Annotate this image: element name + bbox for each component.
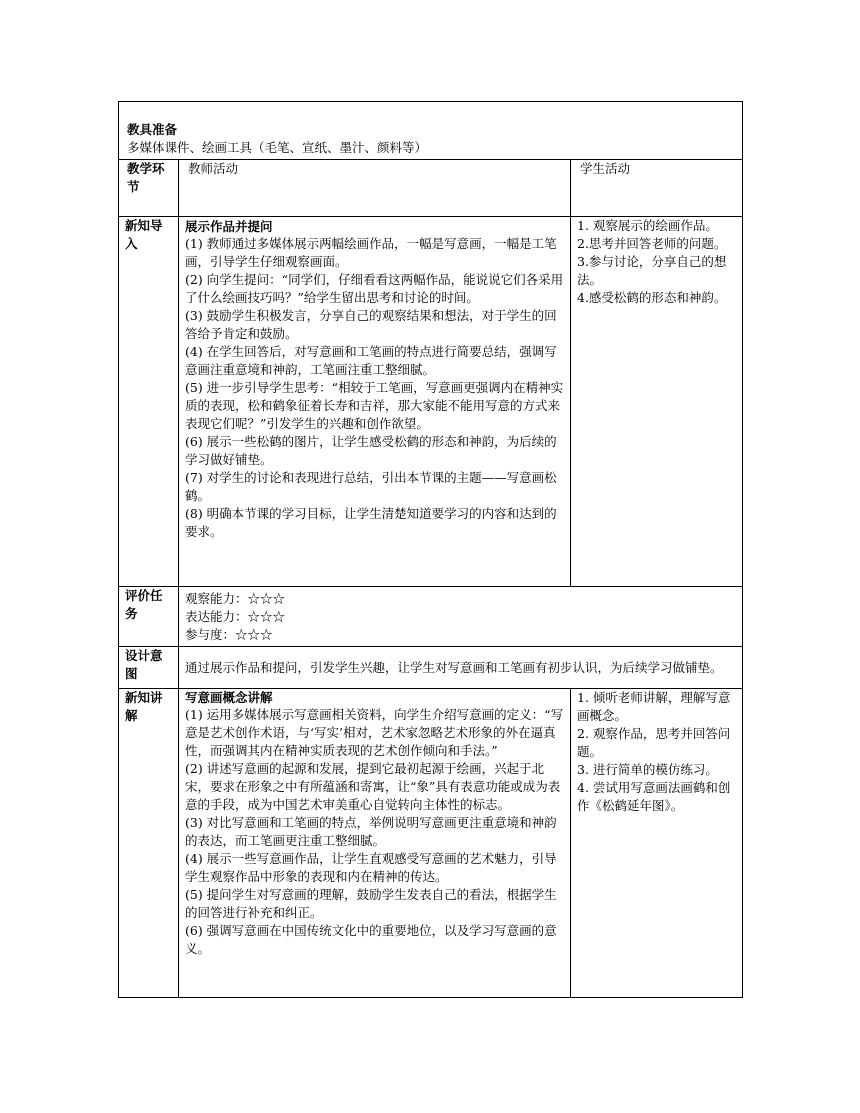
header-row xyxy=(119,160,743,217)
student-item: 3.参与讨论，分享自己的想法。 xyxy=(577,254,727,287)
section2-student-cell xyxy=(571,689,743,998)
prep-content: 多媒体课件、绘画工具（毛笔、宣纸、墨汁、颜料等） xyxy=(127,140,428,155)
evaluation-row xyxy=(119,587,743,647)
teacher-item: (2) 向学生提问：“同学们，仔细看看这两幅作品，能说说它们各采用了什么绘画技巧吗？”给学生留出思考和讨论的时间。 xyxy=(185,272,564,305)
student-item: 4. 尝试用写意画法画鹤和创作《松鹤延年图》。 xyxy=(577,780,731,813)
teacher-item: (7) 对学生的讨论和表现进行总结，引出本节课的主题——写意画松鹤。 xyxy=(185,470,557,503)
section2-teacher-cell xyxy=(179,689,571,998)
section1-student-cell xyxy=(571,217,743,587)
header-teacher: 教师活动 xyxy=(179,160,571,217)
teacher-item: (1) 运用多媒体展示写意画相关资料，向学生介绍写意画的定义：“写意是艺术创作术语，与‘写实’相对，艺术家忽略艺术形象的外在逼真性，而强调其内在精神实质表现的艺术创作倾向和手法。” xyxy=(185,707,564,758)
student-item: 1. 观察展示的绘画作品。 xyxy=(577,218,718,233)
teacher-item: (1) 教师通过多媒体展示两幅绘画作品，一幅是写意画，一幅是工笔画，引导学生仔细观察画面。 xyxy=(185,236,557,269)
teacher-item: (3) 对比写意画和工笔画的特点，举例说明写意画更注重意境和神韵的表达，而工笔画更注重工整细腻。 xyxy=(185,815,557,848)
section2-title: 写意画概念讲解 xyxy=(185,690,273,705)
section2-row xyxy=(119,689,743,998)
teacher-item: (4) 在学生回答后，对写意画和工笔画的特点进行简要总结，强调写意画注重意境和神韵，工笔画注重工整细腻。 xyxy=(185,344,557,377)
student-item: 2.思考并回答老师的问题。 xyxy=(577,236,727,251)
teacher-item: (2) 讲述写意画的起源和发展，提到它最初起源于绘画，兴起于北宋，要求在形象之中有所蕴涵和寄寓，让“象”具有表意功能或成为表意的手段，成为中国艺术审美重心自觉转向主体性的标志。 xyxy=(185,761,561,812)
student-item: 1. 倾听老师讲解，理解写意画概念。 xyxy=(577,690,731,723)
section2-label: 新知讲解 xyxy=(119,689,179,998)
header-stage: 教学环节 xyxy=(119,160,179,217)
section1-row xyxy=(119,217,743,587)
section1-title: 展示作品并提问 xyxy=(185,219,273,234)
design-label: 设计意图 xyxy=(119,647,179,689)
section1-label: 新知导入 xyxy=(119,217,179,587)
teacher-item: (5) 进一步引导学生思考：“相较于工笔画，写意画更强调内在精神实质的表现，松和鹤象征着长寿和吉祥，那大家能不能用写意的方式来表现它们呢？”引发学生的兴趣和创作欲望。 xyxy=(185,380,564,431)
prep-cell xyxy=(119,102,743,160)
student-item: 4.感受松鹤的形态和神韵。 xyxy=(577,290,727,305)
evaluation-item: 观察能力：☆☆☆ xyxy=(185,591,286,606)
teacher-item: (5) 提问学生对写意画的理解，鼓励学生发表自己的看法，根据学生的回答进行补充和纠正。 xyxy=(185,887,557,920)
teacher-item: (6) 展示一些松鹤的图片，让学生感受松鹤的形态和神韵，为后续的学习做好铺垫。 xyxy=(185,434,557,467)
evaluation-item: 参与度：☆☆☆ xyxy=(185,627,273,642)
student-item: 3. 进行简单的模仿练习。 xyxy=(577,762,718,777)
teacher-item: (3) 鼓励学生积极发言，分享自己的观察结果和想法，对于学生的回答给予肯定和鼓励。 xyxy=(185,308,557,341)
teacher-item: (8) 明确本节课的学习目标，让学生清楚知道要学习的内容和达到的要求。 xyxy=(185,506,557,539)
lesson-plan-table xyxy=(118,101,743,998)
student-item: 2. 观察作品，思考并回答问题。 xyxy=(577,726,731,759)
teacher-item: (4) 展示一些写意画作品，让学生直观感受写意画的艺术魅力，引导学生观察作品中形象的表现和内在精神的传达。 xyxy=(185,851,557,884)
design-content: 通过展示作品和提问，引发学生兴趣，让学生对写意画和工笔画有初步认识，为后续学习做铺垫。 xyxy=(179,647,743,689)
section1-teacher-cell xyxy=(179,217,571,587)
prep-title: 教具准备 xyxy=(127,122,178,137)
evaluation-label: 评价任务 xyxy=(119,587,179,647)
header-student: 学生活动 xyxy=(571,160,743,217)
evaluation-item: 表达能力：☆☆☆ xyxy=(185,609,286,624)
teacher-item: (6) 强调写意画在中国传统文化中的重要地位，以及学习写意画的意义。 xyxy=(185,923,557,956)
prep-row xyxy=(119,102,743,160)
evaluation-cell xyxy=(179,587,743,647)
design-row xyxy=(119,647,743,689)
